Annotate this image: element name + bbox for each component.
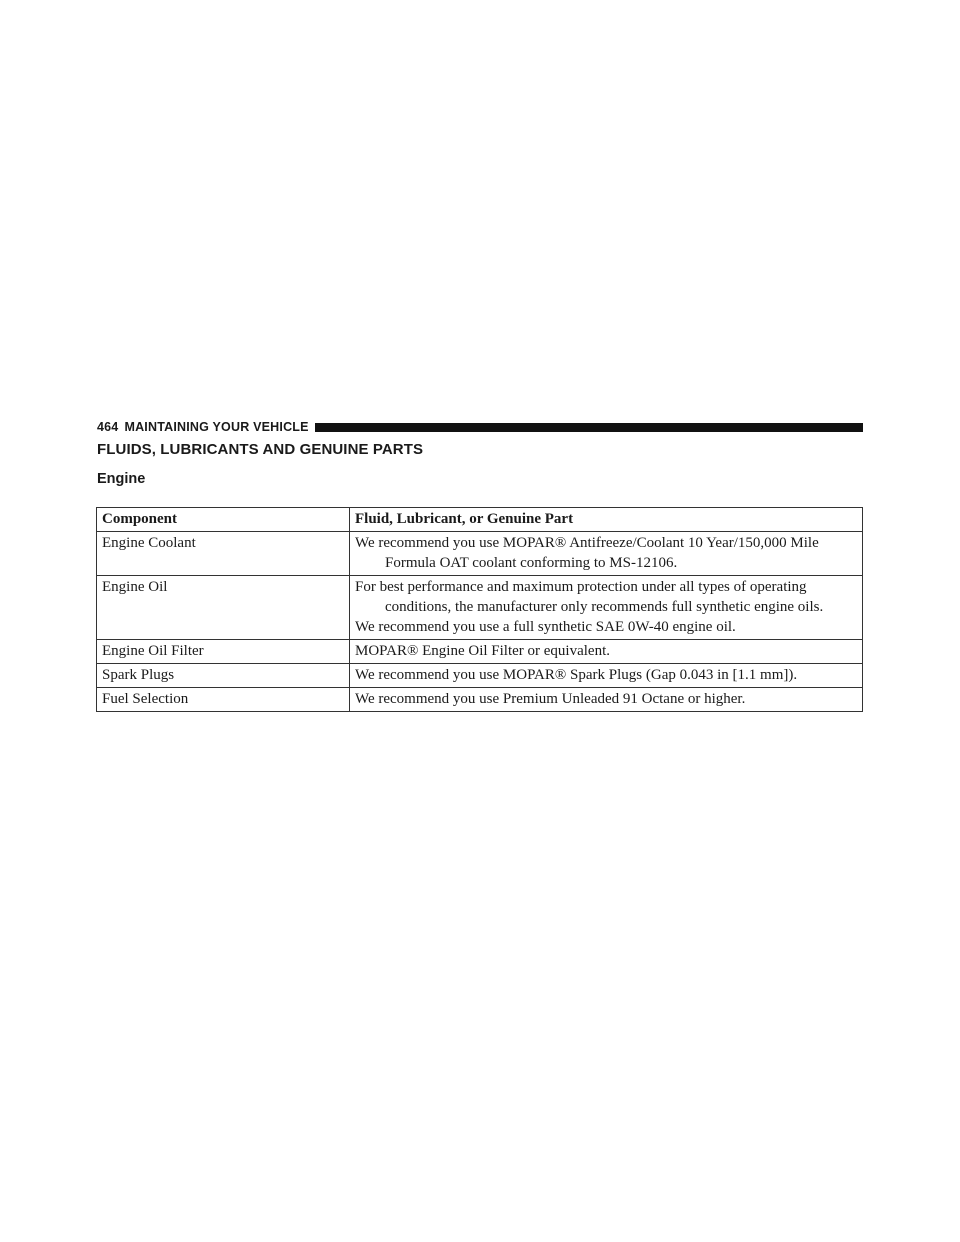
- fluid-text: We recommend you use a full synthetic SAE 0W-40 engine oil.: [355, 619, 736, 635]
- fluid-cell: [350, 640, 863, 664]
- page-header: [97, 419, 863, 435]
- fluids-table: [96, 507, 863, 712]
- fluid-cell: [350, 532, 863, 576]
- table-row: [97, 688, 863, 712]
- table-row: [97, 664, 863, 688]
- header-rule: [315, 423, 863, 432]
- page-number: 464: [97, 420, 119, 434]
- fluid-text: MOPAR® Engine Oil Filter or equivalent.: [355, 643, 610, 659]
- component-cell: Engine Oil: [97, 576, 350, 640]
- component-cell: Fuel Selection: [97, 688, 350, 712]
- fluid-text: We recommend you use MOPAR® Spark Plugs (Gap 0.043 in [1.1 mm]).: [355, 667, 798, 683]
- fluid-text: We recommend you use Premium Unleaded 91 Octane or higher.: [355, 691, 746, 707]
- fluid-cell: [350, 576, 863, 640]
- table-row: [97, 576, 863, 640]
- section-subheading: Engine: [97, 471, 146, 487]
- page-title: FLUIDS, LUBRICANTS AND GENUINE PARTS: [97, 441, 424, 458]
- section-title: MAINTAINING YOUR VEHICLE: [124, 420, 309, 434]
- column-header-fluid: Fluid, Lubricant, or Genuine Part: [350, 508, 863, 532]
- fluid-text: For best performance and maximum protection under all types of operating conditions, the manufacturer only recommends full synthetic engine oils.: [355, 579, 824, 615]
- fluid-cell: [350, 688, 863, 712]
- column-header-component: Component: [97, 508, 350, 532]
- component-cell: Engine Oil Filter: [97, 640, 350, 664]
- fluid-cell: [350, 664, 863, 688]
- table-header-row: [97, 508, 863, 532]
- table-row: [97, 532, 863, 576]
- table-row: [97, 640, 863, 664]
- component-cell: Engine Coolant: [97, 532, 350, 576]
- component-cell: Spark Plugs: [97, 664, 350, 688]
- fluid-text: We recommend you use MOPAR® Antifreeze/Coolant 10 Year/150,000 Mile Formula OAT coolant conforming to MS-12106.: [355, 535, 819, 571]
